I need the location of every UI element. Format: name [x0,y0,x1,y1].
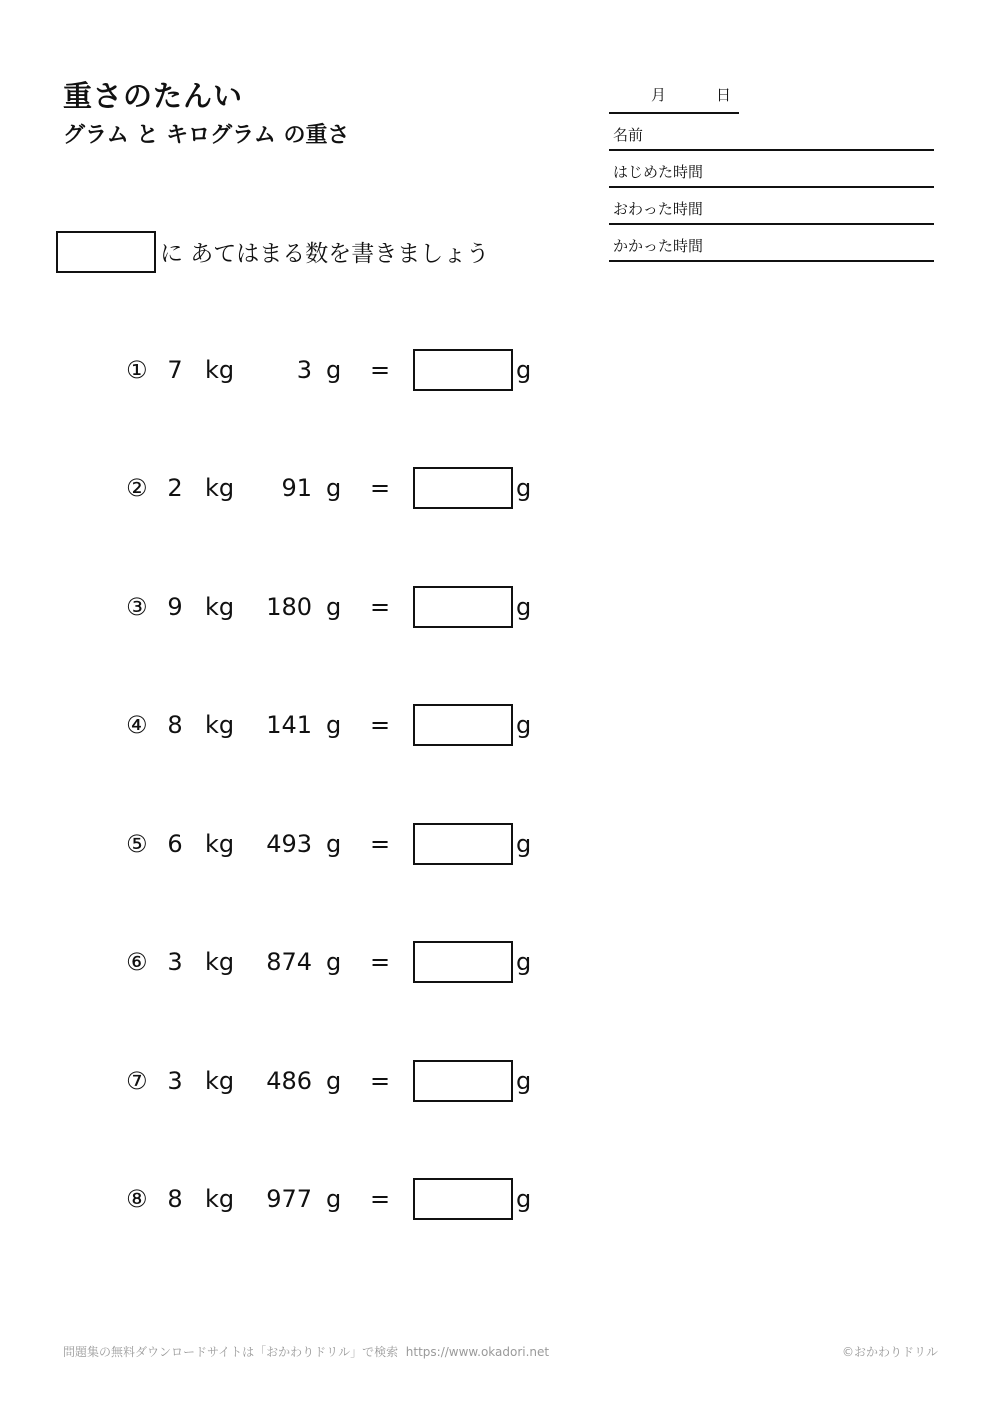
kg-unit: kg [205,1067,235,1095]
day-label: 日 [716,86,732,104]
answer-unit: g [516,1185,532,1213]
problem-number: ④ [126,711,148,739]
g-unit: g [326,948,342,976]
answer-unit: g [516,711,532,739]
kg-unit: kg [205,948,235,976]
kg-value: 8 [167,1185,183,1213]
g-unit: g [326,474,342,502]
equals-sign: = [370,1067,391,1095]
problem-4 [0,704,600,748]
g-value: 874 [266,948,312,976]
problem-number: ① [126,356,148,384]
answer-box[interactable] [413,823,513,865]
answer-box[interactable] [413,586,513,628]
problem-number: ⑥ [126,948,148,976]
g-unit: g [326,1067,342,1095]
answer-unit: g [516,593,532,621]
answer-unit: g [516,356,532,384]
equals-sign: = [370,830,391,858]
kg-unit: kg [205,474,235,502]
problem-3 [0,586,600,630]
answer-box[interactable] [413,1060,513,1102]
equals-sign: = [370,711,391,739]
equals-sign: = [370,1185,391,1213]
page-subtitle: グラム と キログラム の重さ [63,123,350,148]
instruction-text: に あてはまる数を書きましょう [160,241,490,267]
g-unit: g [326,1185,342,1213]
kg-unit: kg [205,593,235,621]
problem-6 [0,941,600,985]
problem-number: ③ [126,593,148,621]
kg-unit: kg [205,830,235,858]
end-time-field[interactable]: おわった時間 [609,188,934,225]
g-unit: g [326,711,342,739]
problem-number: ⑦ [126,1067,148,1095]
kg-value: 9 [167,593,183,621]
g-unit: g [326,830,342,858]
problem-7 [0,1060,600,1104]
kg-value: 8 [167,711,183,739]
g-unit: g [326,356,342,384]
problem-number: ⑤ [126,830,148,858]
kg-unit: kg [205,711,235,739]
answer-unit: g [516,474,532,502]
footer-site-text: 問題集の無料ダウンロードサイトは「おかわりドリル」で検索 https://www.okadori.net [63,1345,550,1359]
kg-value: 6 [167,830,183,858]
problem-2 [0,467,600,511]
equals-sign: = [370,474,391,502]
g-value: 486 [266,1067,312,1095]
kg-unit: kg [205,356,235,384]
problem-number: ② [126,474,148,502]
problem-8 [0,1178,600,1222]
equals-sign: = [370,948,391,976]
answer-box[interactable] [413,1178,513,1220]
problem-number: ⑧ [126,1185,148,1213]
problem-1 [0,349,600,393]
kg-value: 3 [167,1067,183,1095]
answer-box[interactable] [413,349,513,391]
answer-box[interactable] [413,941,513,983]
g-value: 180 [266,593,312,621]
g-value: 493 [266,830,312,858]
kg-value: 2 [167,474,183,502]
answer-box[interactable] [413,467,513,509]
g-unit: g [326,593,342,621]
answer-unit: g [516,830,532,858]
g-value: 977 [266,1185,312,1213]
problem-5 [0,823,600,867]
g-value: 141 [266,711,312,739]
answer-box[interactable] [413,704,513,746]
name-field[interactable]: 名前 [609,114,934,151]
elapsed-time-field[interactable]: かかった時間 [609,225,934,262]
start-time-field[interactable]: はじめた時間 [609,151,934,188]
g-value: 3 [296,356,312,384]
answer-unit: g [516,948,532,976]
month-label: 月 [651,86,667,104]
kg-unit: kg [205,1185,235,1213]
footer-copyright: ©おかわりドリル [842,1345,939,1359]
kg-value: 3 [167,948,183,976]
g-value: 91 [281,474,312,502]
answer-unit: g [516,1067,532,1095]
equals-sign: = [370,593,391,621]
equals-sign: = [370,356,391,384]
kg-value: 7 [167,356,183,384]
page-title: 重さのたんい [63,79,244,113]
